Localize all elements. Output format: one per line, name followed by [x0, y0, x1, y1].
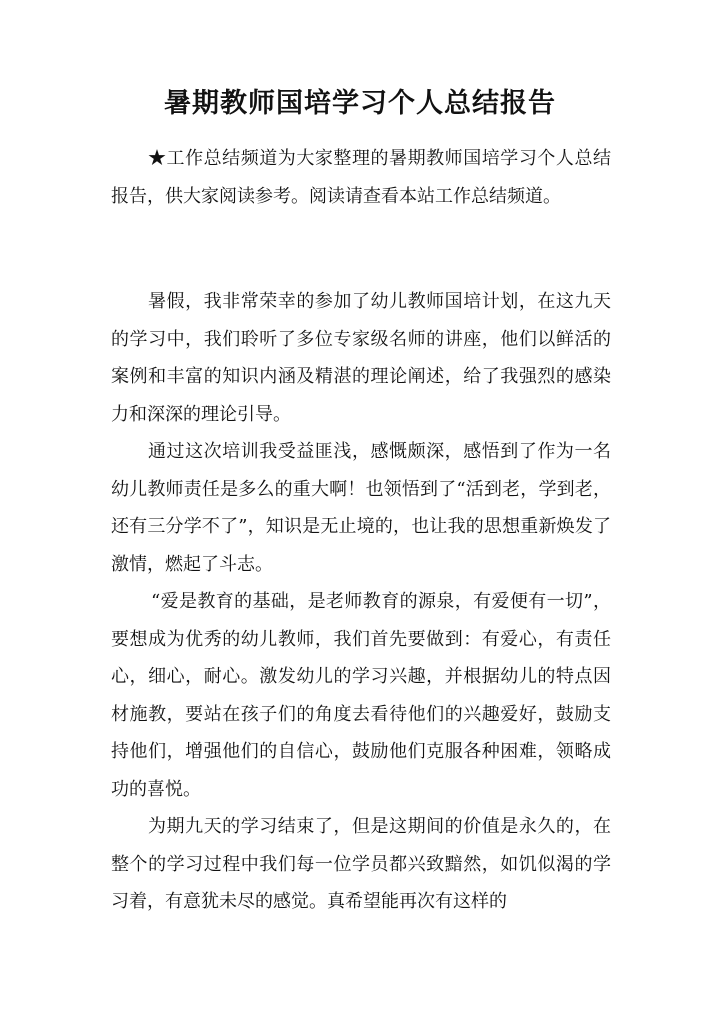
paragraph-3: “爱是教育的基础，是老师教育的源泉，有爱便有一切”，要想成为优秀的幼儿教师，我们首先要做到：有爱心，有责任心，细心，耐心。激发幼儿的学习兴趣，并根据幼儿的特点因材施教，要站在孩子们的角度去看待他们的兴趣爱好，鼓励支持他们，增强他们的自信心，鼓励他们克服各种困难，领略成功的喜悦。	[111, 591, 611, 800]
page-title: 暑期教师国培学习个人总结报告	[164, 88, 556, 119]
paragraph-2: 通过这次培训我受益匪浅，感慨颇深，感悟到了作为一名幼儿教师责任是多么的重大啊！也领悟到了“活到老，学到老，还有三分学不了”，知识是无止境的，也让我的思想重新焕发了激情，燃起了斗志。	[111, 441, 611, 575]
article-body	[111, 283, 611, 921]
intro-paragraph	[111, 140, 611, 215]
paragraph-4: 为期九天的学习结束了，但是这期间的价值是永久的，在整个的学习过程中我们每一位学员都兴致黯然，如饥似渴的学习着，有意犹未尽的感觉。真希望能再次有这样的	[111, 816, 611, 912]
paragraph-1: 暑假，我非常荣幸的参加了幼儿教师国培计划，在这九天的学习中，我们聆听了多位专家级名师的讲座，他们以鲜活的案例和丰富的知识内涵及精湛的理论阐述，给了我强烈的感染力和深深的理论引导。	[111, 291, 611, 425]
intro-text: ★工作总结频道为大家整理的暑期教师国培学习个人总结报告，供大家阅读参考。阅读请查看本站工作总结频道。	[111, 148, 611, 207]
